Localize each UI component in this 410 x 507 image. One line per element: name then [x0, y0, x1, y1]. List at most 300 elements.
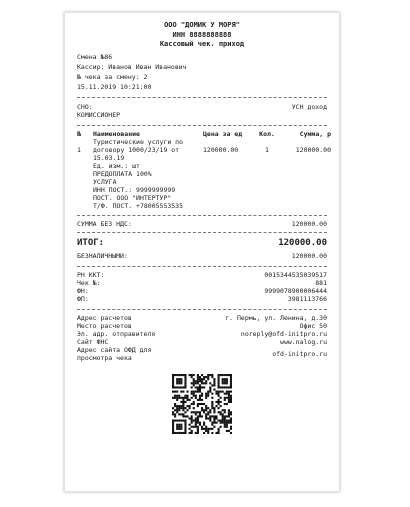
qr-module — [178, 419, 180, 421]
qr-module — [178, 431, 180, 433]
fiscal-block — [77, 271, 327, 303]
qr-module — [193, 390, 195, 392]
qr-module — [228, 429, 230, 431]
qr-module — [176, 411, 178, 413]
qr-module — [199, 376, 201, 378]
company-name: ООО "ДОМИК У МОРЯ" — [164, 21, 240, 29]
qr-module — [172, 380, 174, 382]
qr-module — [215, 392, 217, 394]
supplier-inn: ИНН ПОСТ.: 9999999999 — [93, 185, 176, 194]
item-sum: 120000.00 — [295, 145, 331, 154]
qr-module — [209, 374, 211, 376]
qr-module — [209, 388, 211, 390]
qr-module — [180, 427, 182, 429]
vat-value: 120000.00 — [291, 219, 327, 228]
qr-module — [218, 378, 220, 380]
sender-email-value: noreply@ofd-initpro.ru — [240, 329, 327, 338]
qr-module — [226, 402, 228, 404]
qr-module — [218, 400, 220, 402]
qr-module — [176, 405, 178, 407]
qr-module — [184, 382, 186, 384]
qr-module — [215, 390, 217, 392]
qr-module — [211, 376, 213, 378]
total-label: ИТОГ: — [77, 237, 105, 248]
qr-module — [222, 417, 224, 419]
qr-module — [172, 407, 174, 409]
qr-module — [205, 392, 207, 394]
qr-module — [224, 409, 226, 411]
divider — [77, 97, 327, 98]
qr-module — [197, 405, 199, 407]
item-qty: 1 — [265, 145, 269, 154]
divider — [77, 232, 327, 233]
qr-module — [205, 425, 207, 427]
qr-module — [174, 386, 176, 388]
qr-module — [230, 431, 232, 433]
qr-module — [230, 417, 232, 419]
qr-module — [191, 431, 193, 433]
qr-module — [178, 382, 180, 384]
qr-module — [178, 427, 180, 429]
qr-module — [203, 431, 205, 433]
qr-module — [174, 413, 176, 415]
qr-module — [174, 396, 176, 398]
qr-module — [176, 407, 178, 409]
qr-module — [199, 394, 201, 396]
qr-module — [213, 409, 215, 411]
kkt-reg-label: РН ККТ: — [77, 270, 105, 279]
qr-module — [182, 405, 184, 407]
qr-module — [180, 423, 182, 425]
qr-module — [191, 417, 193, 419]
qr-module — [178, 378, 180, 380]
qr-module — [178, 394, 180, 396]
qr-module — [182, 400, 184, 402]
qr-module — [220, 425, 222, 427]
qr-module — [199, 421, 201, 423]
qr-module — [201, 394, 203, 396]
qr-module — [203, 382, 205, 384]
qr-module — [199, 388, 201, 390]
qr-module — [172, 421, 174, 423]
qr-module — [230, 413, 232, 415]
qr-module — [180, 380, 182, 382]
cashier-name: Кассир: Иванов Иван Иванович — [77, 62, 187, 71]
qr-module — [211, 392, 213, 394]
qr-module — [207, 394, 209, 396]
qr-module — [230, 382, 232, 384]
qr-module — [230, 427, 232, 429]
qr-module — [172, 384, 174, 386]
qr-module — [191, 390, 193, 392]
qr-module — [213, 411, 215, 413]
qr-module — [203, 411, 205, 413]
qr-module — [230, 378, 232, 380]
qr-module — [186, 390, 188, 392]
qr-module — [172, 431, 174, 433]
qr-module — [222, 421, 224, 423]
tax-system-row — [77, 103, 327, 111]
qr-module — [201, 402, 203, 404]
qr-module — [205, 427, 207, 429]
qr-module — [228, 413, 230, 415]
divider — [77, 125, 327, 126]
qr-module — [193, 392, 195, 394]
qr-module — [193, 380, 195, 382]
qr-module — [180, 386, 182, 388]
qr-module — [224, 411, 226, 413]
sender-email-label: Эл. адр. отправителя — [77, 329, 156, 338]
qr-module — [218, 380, 220, 382]
qr-module — [199, 415, 201, 417]
qr-module — [224, 402, 226, 404]
calc-address-label: Адрес расчетов — [77, 313, 132, 322]
qr-module — [191, 386, 193, 388]
qr-module — [207, 413, 209, 415]
qr-module — [172, 396, 174, 398]
qr-module — [222, 390, 224, 392]
qr-module — [220, 374, 222, 376]
qr-module — [213, 419, 215, 421]
divider — [77, 215, 327, 216]
qr-module — [224, 386, 226, 388]
qr-module — [215, 431, 217, 433]
qr-module — [207, 411, 209, 413]
qr-module — [201, 409, 203, 411]
qr-module — [215, 405, 217, 407]
qr-module — [189, 398, 191, 400]
item-details — [77, 162, 327, 210]
qr-module — [184, 380, 186, 382]
qr-module — [184, 400, 186, 402]
qr-module — [222, 380, 224, 382]
qr-module — [205, 413, 207, 415]
receipt-number: № чека за смену: 2 — [77, 72, 148, 81]
qr-module — [172, 378, 174, 380]
qr-module — [201, 407, 203, 409]
qr-module — [172, 382, 174, 384]
qr-module — [228, 374, 230, 376]
qr-module — [195, 419, 197, 421]
qr-module — [191, 374, 193, 376]
fp-label: ФП: — [77, 294, 89, 303]
qr-module — [174, 394, 176, 396]
qr-module — [174, 402, 176, 404]
item-unit: Ед. изм.: шт — [93, 161, 140, 170]
qr-module — [213, 417, 215, 419]
qr-module — [180, 400, 182, 402]
qr-module — [211, 421, 213, 423]
qr-module — [228, 392, 230, 394]
qr-module — [193, 402, 195, 404]
qr-module — [176, 380, 178, 382]
shift-number: Смена №86 — [77, 52, 113, 61]
qr-module — [209, 417, 211, 419]
qr-module — [180, 431, 182, 433]
qr-module — [220, 390, 222, 392]
qr-module — [207, 429, 209, 431]
qr-module — [218, 411, 220, 413]
qr-module — [172, 427, 174, 429]
supplier-name: ПОСТ. ООО "ИНТЕРТУР" — [93, 193, 172, 202]
qr-module — [186, 405, 188, 407]
qr-module — [193, 382, 195, 384]
qr-module — [176, 382, 178, 384]
fp-value: 3981113766 — [287, 294, 327, 303]
address-block — [77, 314, 327, 362]
qr-module — [172, 429, 174, 431]
col-qty-header: Кол. — [259, 129, 275, 138]
qr-module — [213, 384, 215, 386]
company-inn: ИНН 8888888888 — [172, 30, 232, 39]
qr-module — [193, 411, 195, 413]
qr-module — [211, 405, 213, 407]
vat-label: СУММА БЕЗ НДС: — [77, 219, 132, 228]
qr-module — [207, 427, 209, 429]
qr-module — [184, 429, 186, 431]
qr-module — [184, 425, 186, 427]
qr-module — [228, 396, 230, 398]
fn-label: ФН: — [77, 286, 89, 295]
receipt — [64, 12, 340, 492]
qr-module — [201, 386, 203, 388]
table-row — [77, 145, 331, 162]
qr-module — [176, 378, 178, 380]
qr-module — [199, 386, 201, 388]
qr-module — [184, 421, 186, 423]
qr-module — [193, 378, 195, 380]
qr-module — [186, 409, 188, 411]
calc-address-value: г. Пермь, ул. Ленина, д.30 — [225, 313, 327, 322]
qr-module — [195, 390, 197, 392]
qr-module — [180, 378, 182, 380]
qr-module — [184, 384, 186, 386]
qr-module — [178, 413, 180, 415]
qr-module — [218, 407, 220, 409]
qr-module — [178, 405, 180, 407]
qr-module — [207, 376, 209, 378]
qr-module — [226, 386, 228, 388]
qr-module — [178, 380, 180, 382]
qr-module — [222, 409, 224, 411]
qr-module — [205, 417, 207, 419]
qr-module — [228, 421, 230, 423]
qr-module — [205, 380, 207, 382]
qr-module — [178, 425, 180, 427]
qr-module — [176, 386, 178, 388]
qr-module — [211, 400, 213, 402]
qr-module — [176, 431, 178, 433]
qr-module — [209, 386, 211, 388]
qr-module — [174, 390, 176, 392]
qr-module — [172, 411, 174, 413]
qr-module — [182, 374, 184, 376]
qr-module — [220, 413, 222, 415]
check-no-value: 881 — [315, 278, 327, 287]
qr-module — [226, 374, 228, 376]
qr-module — [189, 374, 191, 376]
qr-module — [186, 396, 188, 398]
qr-module — [205, 376, 207, 378]
fns-site-label: Сайт ФНС — [77, 337, 109, 346]
item-number: 1 — [77, 145, 81, 154]
qr-module — [195, 431, 197, 433]
qr-module — [174, 405, 176, 407]
qr-module — [226, 425, 228, 427]
qr-module — [201, 374, 203, 376]
qr-module — [184, 427, 186, 429]
total-value: 120000.00 — [278, 237, 327, 248]
qr-module — [199, 402, 201, 404]
qr-module — [211, 402, 213, 404]
qr-module — [211, 374, 213, 376]
qr-module — [193, 407, 195, 409]
qr-module — [230, 411, 232, 413]
qr-module — [228, 415, 230, 417]
qr-module — [184, 394, 186, 396]
qr-module — [211, 407, 213, 409]
qr-module — [184, 396, 186, 398]
qr-module — [220, 405, 222, 407]
qr-module — [184, 376, 186, 378]
qr-module — [182, 398, 184, 400]
receipt-datetime: 15.11.2019 10:21:00 — [77, 82, 152, 91]
qr-module — [176, 396, 178, 398]
qr-module — [213, 378, 215, 380]
qr-module — [189, 423, 191, 425]
qr-module — [191, 396, 193, 398]
divider — [77, 266, 327, 267]
item-type: УСЛУГА — [93, 177, 117, 186]
qr-module — [205, 382, 207, 384]
qr-module — [195, 413, 197, 415]
qr-module — [195, 417, 197, 419]
items-table-header — [77, 129, 331, 138]
qr-module — [176, 394, 178, 396]
qr-module — [218, 429, 220, 431]
qr-module — [172, 419, 174, 421]
qr-module — [197, 429, 199, 431]
qr-module — [222, 415, 224, 417]
qr-module — [191, 419, 193, 421]
qr-module — [193, 394, 195, 396]
qr-module — [182, 431, 184, 433]
qr-module — [197, 376, 199, 378]
qr-module — [193, 400, 195, 402]
qr-module — [184, 411, 186, 413]
qr-module — [189, 405, 191, 407]
qr-module — [209, 411, 211, 413]
qr-module — [209, 419, 211, 421]
qr-module — [203, 421, 205, 423]
qr-module — [201, 392, 203, 394]
qr-module — [230, 390, 232, 392]
qr-module — [174, 419, 176, 421]
qr-module — [226, 382, 228, 384]
qr-module — [213, 425, 215, 427]
qr-module — [222, 413, 224, 415]
qr-module — [180, 382, 182, 384]
qr-module — [218, 390, 220, 392]
qr-module — [201, 378, 203, 380]
qr-module — [186, 415, 188, 417]
item-price: 120000.00 — [203, 145, 239, 154]
qr-module — [182, 419, 184, 421]
qr-module — [172, 376, 174, 378]
qr-module — [230, 394, 232, 396]
qr-module — [211, 396, 213, 398]
cashless-row — [77, 252, 327, 260]
qr-module — [184, 431, 186, 433]
qr-module — [172, 386, 174, 388]
qr-module — [205, 396, 207, 398]
qr-module — [182, 386, 184, 388]
qr-module — [222, 386, 224, 388]
qr-module — [191, 382, 193, 384]
qr-module — [197, 402, 199, 404]
qr-module — [226, 421, 228, 423]
qr-module — [224, 425, 226, 427]
qr-module — [197, 382, 199, 384]
qr-module — [201, 380, 203, 382]
qr-module — [222, 419, 224, 421]
qr-module — [203, 409, 205, 411]
qr-module — [199, 390, 201, 392]
qr-module — [228, 398, 230, 400]
qr-module — [205, 415, 207, 417]
qr-module — [213, 407, 215, 409]
qr-module — [218, 384, 220, 386]
qr-module — [191, 415, 193, 417]
qr-module — [172, 423, 174, 425]
qr-module — [172, 374, 174, 376]
qr-module — [203, 402, 205, 404]
qr-module — [193, 374, 195, 376]
qr-module — [228, 386, 230, 388]
qr-module — [195, 411, 197, 413]
qr-module — [230, 419, 232, 421]
qr-module — [203, 427, 205, 429]
qr-module — [226, 419, 228, 421]
qr-module — [224, 421, 226, 423]
qr-module — [191, 421, 193, 423]
qr-module — [205, 407, 207, 409]
qr-module — [172, 425, 174, 427]
qr-module — [176, 425, 178, 427]
qr-module — [199, 384, 201, 386]
qr-module — [205, 405, 207, 407]
qr-module — [226, 378, 228, 380]
qr-module — [230, 421, 232, 423]
qr-module — [180, 405, 182, 407]
qr-module — [182, 396, 184, 398]
fns-site-value: www.nalog.ru — [280, 337, 327, 346]
qr-module — [197, 398, 199, 400]
qr-module — [228, 411, 230, 413]
qr-module — [203, 423, 205, 425]
qr-module — [230, 396, 232, 398]
qr-module — [224, 378, 226, 380]
qr-module — [211, 423, 213, 425]
qr-module — [207, 378, 209, 380]
qr-module — [224, 374, 226, 376]
qr-module — [197, 425, 199, 427]
qr-module — [189, 431, 191, 433]
ofd-site-label: Адрес сайта ОФД для просмотра чека — [77, 345, 152, 362]
qr-module — [180, 390, 182, 392]
qr-module — [199, 411, 201, 413]
qr-module — [184, 374, 186, 376]
